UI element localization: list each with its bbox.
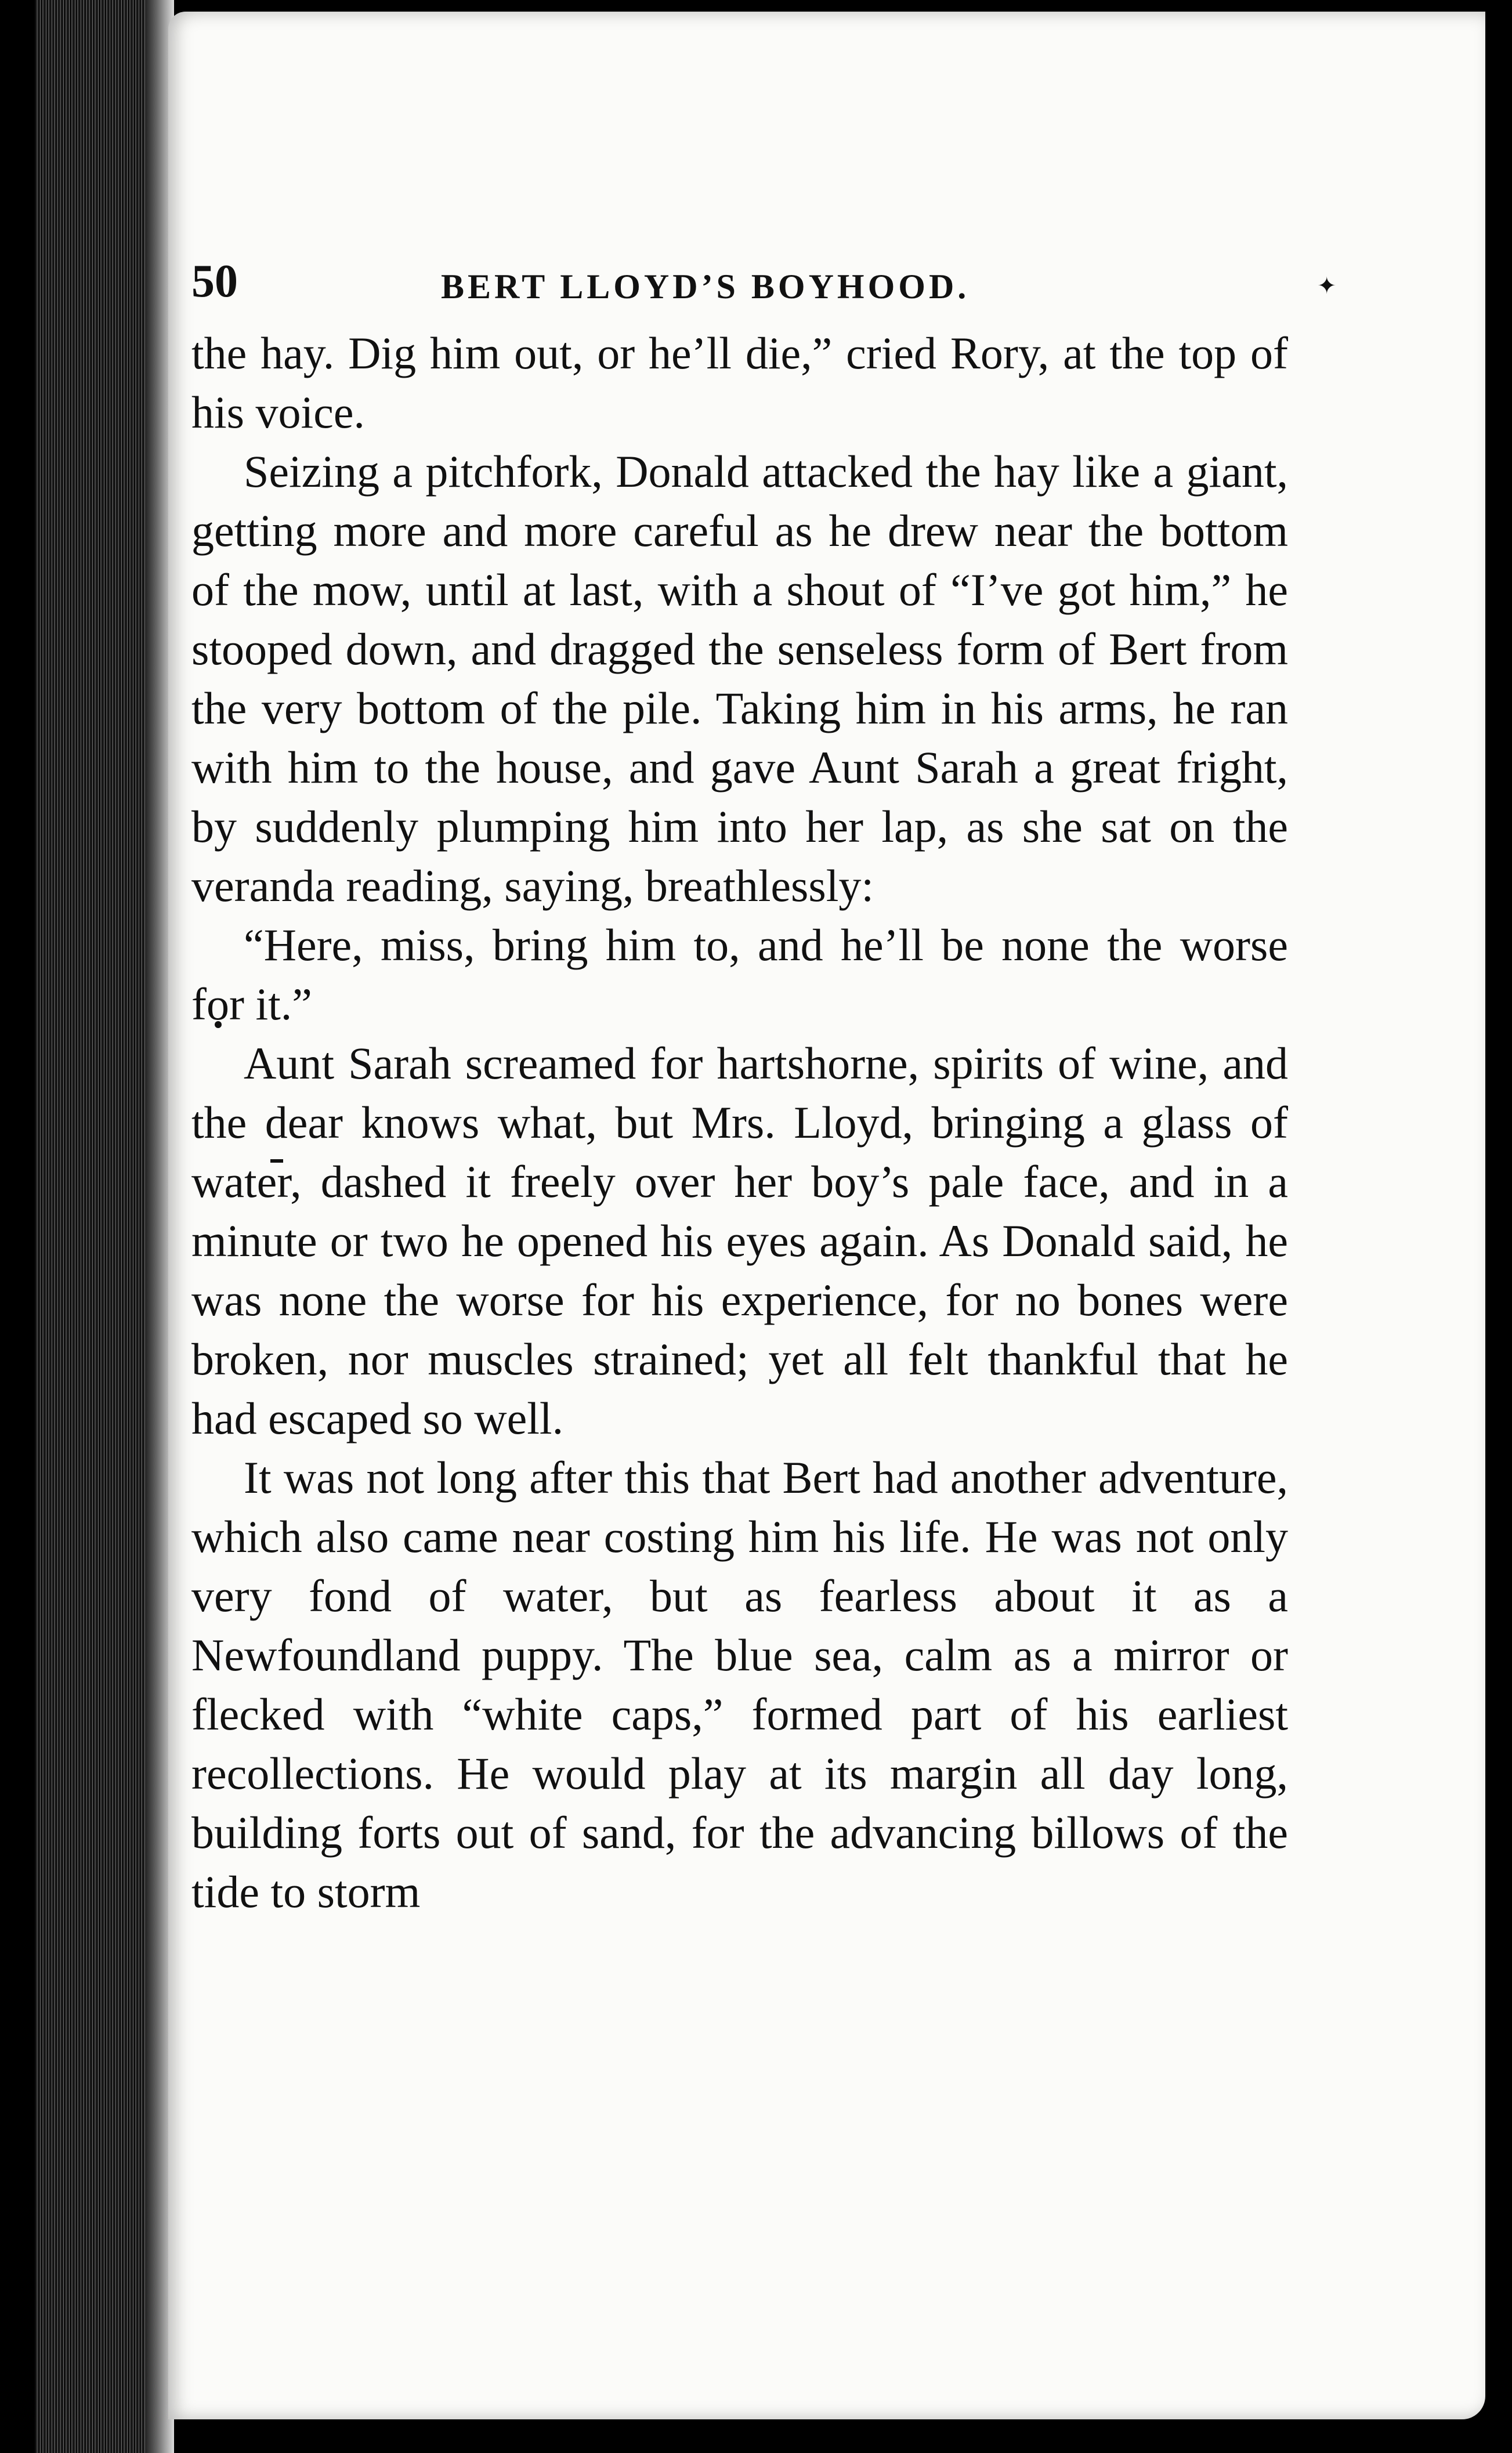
page-content xyxy=(191,244,1462,2100)
header-mark: ✦ xyxy=(1317,273,1337,299)
paragraph: Aunt Sarah screamed for hartshorne, spirits of wine, and the dear knows what, but Mrs. Lloyd, bringing a glass of water, dashed it freely over her boy’s pale face, and in a minute or two he opened his eyes again. As Donald said, he was none the worse for his experience, for no bones were broken, nor muscles strained; yet all felt thankful that he had escaped so well. xyxy=(191,1038,1288,1443)
page-number: 50 xyxy=(191,256,238,307)
paragraph: Seizing a pitchfork, Donald attacked the hay like a giant, getting more and more careful as he drew near the bottom of the mow, until at last, with a shout of “I’ve got him,” he stooped down, and dragged the senseless form of Bert from the very bottom of the pile. Taking him in his arms, he ran with him to the house, and gave Aunt Sarah a great fright, by suddenly plumping him into her lap, as she sat on the veranda reading, saying, breathlessly: xyxy=(191,446,1288,911)
paragraph: the hay. Dig him out, or he’ll die,” cried Rory, at the top of his voice. xyxy=(191,328,1288,437)
paragraph: “Here, miss, bring him to, and he’ll be none the worse for it.” xyxy=(191,920,1288,1029)
paragraph: It was not long after this that Bert had another adventure, which also came near costing him his life. He was not only very fond of water, but as fearless about it as a Newfoundland puppy. The blue sea, calm as a mirror or flecked with “white caps,” formed part of his earliest recollections. He would play at its margin all day long, building forts out of sand, for the advancing billows of the tide to storm xyxy=(191,1452,1288,1917)
body-text xyxy=(191,324,1288,1922)
page-header xyxy=(191,244,1462,313)
running-head: BERT LLOYD’S BOYHOOD. xyxy=(441,267,970,306)
